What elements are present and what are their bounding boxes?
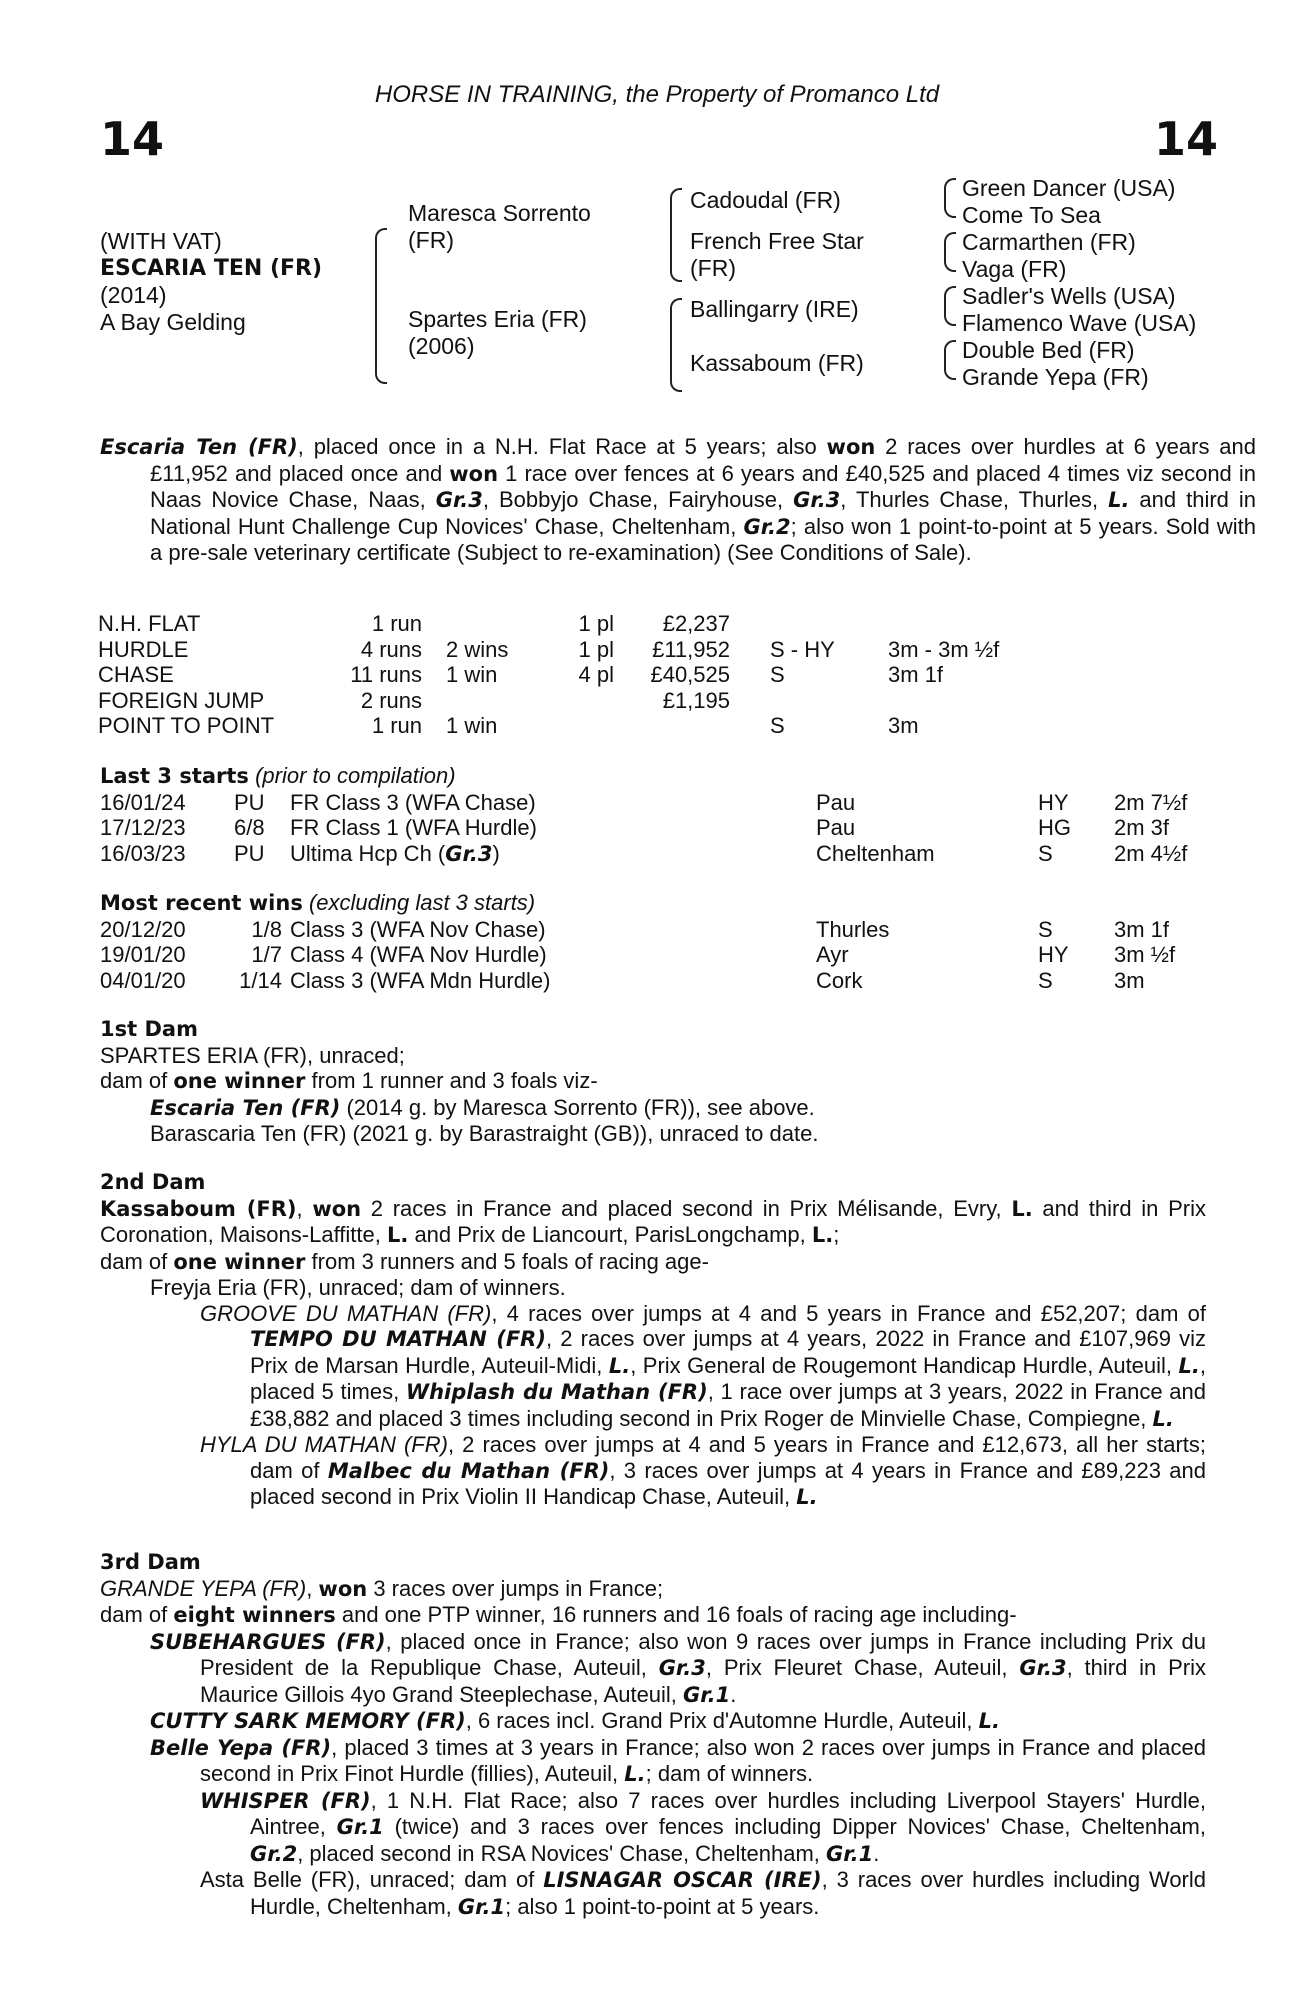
run-race <box>290 790 816 816</box>
grade-label: L. <box>1178 1353 1200 1378</box>
stat-wins: 1 win <box>446 713 498 738</box>
stat-runs: 1 run <box>371 713 422 738</box>
stat-going: S <box>770 713 785 738</box>
stat-type: CHASE <box>98 662 174 687</box>
horse-description: A Bay Gelding <box>100 309 246 335</box>
race-record-row <box>98 637 1048 663</box>
run-date: 16/03/23 <box>100 841 186 866</box>
win-race: Class 4 (WFA Nov Hurdle) <box>290 942 547 967</box>
stat-pl: 4 pl <box>578 662 614 687</box>
first-dam-section <box>100 1017 1206 1147</box>
grade-label: L. <box>386 1223 409 1247</box>
stat-prize: £11,952 <box>652 636 730 662</box>
bold-text: one winner <box>173 1249 306 1274</box>
offspring-name: Malbec du Mathan (FR) <box>327 1458 610 1483</box>
sire-dam-line-1: French Free Star <box>690 228 864 254</box>
text: dam of <box>100 1248 174 1274</box>
recent-win-row <box>100 942 1214 968</box>
win-race: Class 3 (WFA Mdn Hurdle) <box>290 967 551 993</box>
win-date: 19/01/20 <box>100 942 186 967</box>
summary-text: 2 races over hurdles at 6 years and £11,952 and placed once and <box>150 434 1256 486</box>
run-pos: 6/8 <box>234 815 265 840</box>
stat-runs: 2 runs <box>360 687 422 713</box>
text: (2014 g. by Maresca Sorrento (FR)), see above. <box>340 1094 815 1120</box>
third-dam-offspring-cutty <box>150 1708 1206 1735</box>
stat-type: POINT TO POINT <box>98 713 275 738</box>
stat-prize <box>614 713 730 739</box>
stat-runs: 1 run <box>371 611 422 636</box>
stat-going <box>770 688 888 714</box>
summary-text: , placed once in a N.H. Flat Race at 5 years; also <box>297 434 827 459</box>
grandoffspring-whisper <box>200 1788 1206 1868</box>
recent-wins-note: (excluding last 3 starts) <box>308 890 536 915</box>
pedigree-brace-gg4 <box>944 340 956 380</box>
dam-sire: Ballingarry (IRE) <box>690 296 859 322</box>
text: (twice) and 3 races over fences including Dipper Novices' Chase, Cheltenham, <box>383 1814 1206 1839</box>
stat-wins: 2 wins <box>446 636 509 662</box>
offspring-name: SUBEHARGUES (FR) <box>150 1629 386 1654</box>
text: . <box>873 1840 880 1866</box>
pedigree-horse <box>100 228 322 336</box>
text: 2 races in France and placed second in Prix Mélisande, Evry, <box>361 1195 1012 1221</box>
win-date: 04/01/20 <box>100 967 186 993</box>
second-dam-line <box>100 1196 1206 1249</box>
bold-text: won <box>312 1196 362 1221</box>
text: and one PTP winner, 16 runners and 16 foals of racing age including- <box>335 1602 1017 1627</box>
grandoffspring-groove <box>200 1301 1206 1433</box>
spacer <box>730 662 770 688</box>
win-going: S <box>1038 916 1053 942</box>
text: ; <box>833 1222 840 1247</box>
win-going: HY <box>1038 942 1069 967</box>
spacer <box>730 713 770 739</box>
pedigree-brace-main <box>375 228 387 384</box>
run-pos: PU <box>234 789 265 815</box>
grade-label: L. <box>1108 488 1130 512</box>
third-dam-section <box>100 1550 1206 1920</box>
ggs-1: Green Dancer (USA) <box>962 175 1176 201</box>
text: , 3 races over jumps at 4 years in France and £89,223 and placed second in Prix Violin II Handicap Chase, Auteuil, <box>250 1457 1207 1509</box>
text: , Prix General de Rougemont Handicap Hurdle, Auteuil, <box>630 1352 1179 1378</box>
race-record-row <box>98 662 1048 688</box>
spacer <box>730 688 770 714</box>
stat-runs: 11 runs <box>350 662 422 687</box>
lot-number-left: 14 <box>100 112 165 166</box>
offspring-name: TEMPO DU MATHAN (FR) <box>250 1327 546 1351</box>
vat-label: (WITH VAT) <box>100 228 222 254</box>
grade-label: Gr.3 <box>435 488 483 512</box>
third-dam-heading: 3rd Dam <box>100 1550 201 1574</box>
text: , <box>306 1575 319 1601</box>
third-dam-offspring-subehargues <box>150 1629 1206 1709</box>
ggs-8: Grande Yepa (FR) <box>962 364 1149 390</box>
bold-text: eight winners <box>173 1603 336 1627</box>
grade-label: L. <box>608 1353 631 1378</box>
grade-label: Gr.1 <box>457 1894 506 1919</box>
text: , 3 races over hurdles including World Hurdle, Cheltenham, <box>250 1867 1207 1919</box>
run-race <box>290 841 816 868</box>
first-dam-line: SPARTES ERIA (FR), unraced; <box>100 1042 405 1068</box>
text: from 1 runner and 3 foals viz- <box>305 1068 598 1093</box>
stat-type: FOREIGN JUMP <box>98 687 265 713</box>
run-dist: 2m 3f <box>1114 815 1170 840</box>
run-dist: 2m 4½f <box>1114 841 1188 866</box>
stat-going: S <box>770 662 785 687</box>
grade-label: Gr.3 <box>1019 1656 1067 1680</box>
text: . <box>730 1681 737 1707</box>
stat-dist: 3m <box>888 713 919 738</box>
stat-type: N.H. FLAT <box>98 611 201 636</box>
dam-line-2: (2006) <box>408 333 475 359</box>
grade-label: Gr.3 <box>445 841 493 866</box>
text: , 1 race over jumps at 3 years, 2022 in France and £38,882 and placed 3 times including second in Prix Roger de Minvielle Chase, Compiegne, <box>250 1379 1206 1431</box>
grade-label: Gr.3 <box>793 488 841 512</box>
first-dam-produce-line <box>100 1068 1206 1095</box>
pedigree-brace-gg3 <box>944 286 956 326</box>
grade-label: L. <box>796 1485 818 1509</box>
stat-wins <box>422 611 528 637</box>
stat-dist <box>888 611 1048 637</box>
win-pos: 1/7 <box>251 942 282 967</box>
ggs-5: Sadler's Wells (USA) <box>962 283 1176 309</box>
summary-text: ; also won 1 point-to-point at 5 years. Sold with a pre-sale veterinary certificate (Subject to re-examination) (See Conditions of Sale). <box>150 513 1256 565</box>
stat-pl: 1 pl <box>578 636 614 662</box>
text: dam of <box>100 1068 174 1093</box>
first-dam-offspring-2: Barascaria Ten (FR) (2021 g. by Barastraight (GB)), unraced to date. <box>150 1121 819 1146</box>
page-title: HORSE IN TRAINING, the Property of Promanco Ltd <box>374 81 940 108</box>
win-race: Class 3 (WFA Nov Chase) <box>290 916 546 942</box>
offspring-name: Escaria Ten (FR) <box>150 1095 341 1120</box>
stat-wins: 1 win <box>446 662 498 687</box>
grade-label: L. <box>624 1762 646 1786</box>
text: , placed 3 times at 3 years in France; also won 2 races over jumps in France and placed second in Prix Finot Hurdle (fillies), Auteuil, <box>200 1734 1206 1786</box>
stat-type: HURDLE <box>98 636 189 662</box>
stat-runs: 4 runs <box>360 636 422 662</box>
recent-win-row <box>100 968 1214 994</box>
summary-won: won <box>826 435 876 459</box>
last-start-row <box>100 790 1214 816</box>
grandoffspring-hyla <box>200 1432 1206 1511</box>
bold-text: one winner <box>173 1069 306 1093</box>
recent-wins-table <box>100 917 1214 994</box>
last-start-row <box>100 815 1214 841</box>
dam-line-1: Spartes Eria (FR) <box>408 306 587 332</box>
text: ; also 1 point-to-point at 5 years. <box>505 1893 820 1919</box>
win-dist: 3m ½f <box>1114 942 1176 967</box>
stat-dist: 3m - 3m ½f <box>888 636 1000 662</box>
stat-prize: £1,195 <box>662 687 730 713</box>
run-going: S <box>1038 841 1053 866</box>
grade-label: L. <box>1011 1196 1033 1221</box>
stat-wins <box>422 688 528 714</box>
summary-text: 1 race over fences at 6 years and £40,525 and placed 4 times viz second in Naas Novice Chase, Naas, <box>150 460 1256 512</box>
offspring-name: CUTTY SARK MEMORY (FR) <box>150 1709 466 1733</box>
pedigree-brace-gg2 <box>944 232 956 272</box>
sire-dam <box>690 228 864 282</box>
offspring-name: WHISPER (FR) <box>200 1788 371 1813</box>
grade-label: L. <box>1152 1406 1174 1431</box>
pedigree-sire <box>408 200 638 254</box>
text: 3 races over jumps in France; <box>367 1575 664 1601</box>
spacer <box>730 611 770 637</box>
win-course: Cork <box>816 967 863 993</box>
run-race <box>290 815 816 841</box>
text: , 2 races over jumps at 4 years, 2022 in France and £107,969 viz Prix de Marsan Hurdle, Auteuil-Midi, <box>250 1326 1207 1378</box>
stat-prize: £2,237 <box>662 611 730 636</box>
stat-going <box>770 611 888 637</box>
win-pos: 1/8 <box>251 916 282 942</box>
horse-name: ESCARIA TEN (FR) <box>100 256 323 281</box>
bold-text: won <box>318 1576 368 1601</box>
great-grandparents <box>962 175 1196 391</box>
third-dam-line <box>100 1576 1206 1603</box>
win-going: S <box>1038 967 1053 993</box>
stat-going: S - HY <box>770 636 835 662</box>
text: from 3 runners and 5 foals of racing age- <box>305 1248 709 1274</box>
race-record-table <box>98 611 1048 739</box>
sire-line-2: (FR) <box>408 227 454 253</box>
spacer <box>730 637 770 663</box>
text: Asta Belle (FR), unraced; dam of <box>200 1867 544 1892</box>
second-dam-section <box>100 1170 1206 1511</box>
second-dam-produce-line <box>100 1249 1206 1276</box>
last-3-note: (prior to compilation) <box>255 763 456 788</box>
stat-dist: 3m 1f <box>888 662 944 687</box>
race-record-row <box>98 713 1048 739</box>
sire-line-1: Maresca Sorrento <box>408 200 591 226</box>
win-dist: 3m <box>1114 967 1145 993</box>
first-dam-offspring-1 <box>100 1095 1206 1122</box>
text: , 1 N.H. Flat Race; also 7 races over hurdles including Liverpool Stayers' Hurdle, Aintree, <box>250 1787 1206 1839</box>
second-dam-heading: 2nd Dam <box>100 1170 206 1194</box>
text: , placed once in France; also won 9 races over jumps in France including Prix du President de la Republique Chase, Auteuil, <box>200 1628 1207 1680</box>
text: , Prix Fleuret Chase, Auteuil, <box>705 1655 1020 1680</box>
offspring-name: GROOVE DU MATHAN (FR) <box>200 1300 492 1326</box>
grade-label: Gr.2 <box>743 514 791 539</box>
race-name: FR Class 1 (WFA Hurdle) <box>290 815 537 840</box>
race-record-row <box>98 611 1048 637</box>
win-course: Ayr <box>816 942 849 967</box>
run-date: 17/12/23 <box>100 815 186 840</box>
sire-dam-line-2: (FR) <box>690 255 736 281</box>
text: , 4 races over jumps at 4 and 5 years in France and £52,207; dam of <box>491 1300 1206 1326</box>
offspring-name: HYLA DU MATHAN (FR) <box>200 1432 448 1457</box>
text: ; dam of winners. <box>645 1761 814 1786</box>
race-name: Ultima Hcp Ch ( <box>290 840 446 866</box>
ggs-6: Flamenco Wave (USA) <box>962 310 1197 336</box>
run-course: Pau <box>816 789 856 815</box>
first-dam-heading: 1st Dam <box>100 1017 198 1041</box>
summary-text: , Bobbyjo Chase, Fairyhouse, <box>482 487 794 512</box>
win-dist: 3m 1f <box>1114 916 1170 942</box>
recent-win-row <box>100 917 1214 943</box>
pedigree-dam <box>408 306 638 360</box>
offspring-name: LISNAGAR OSCAR (IRE) <box>543 1868 822 1892</box>
last-start-row <box>100 841 1214 868</box>
offspring-name: Whiplash du Mathan (FR) <box>405 1380 708 1404</box>
run-dist: 2m 7½f <box>1114 789 1188 815</box>
text: , placed 5 times, <box>250 1352 1206 1404</box>
grade-label: Gr.1 <box>826 1841 874 1866</box>
ggs-7: Double Bed (FR) <box>962 337 1135 363</box>
ggs-4: Vaga (FR) <box>962 256 1067 282</box>
dam-name: Kassaboum (FR) <box>100 1196 297 1221</box>
race-name-end: ) <box>492 840 500 866</box>
pedigree-brace-dam <box>670 298 682 392</box>
run-going: HG <box>1038 815 1071 840</box>
text: , 2 races over jumps at 4 and 5 years in France and £12,673, all her starts; dam of <box>250 1432 1207 1483</box>
sire-sire: Cadoudal (FR) <box>690 187 841 213</box>
win-pos: 1/14 <box>239 967 282 993</box>
third-dam-offspring-belle <box>150 1735 1206 1788</box>
most-recent-wins <box>100 890 1214 993</box>
run-pos: PU <box>234 841 265 866</box>
dam-dam: Kassaboum (FR) <box>690 350 864 376</box>
run-going: HY <box>1038 789 1069 815</box>
ggs-3: Carmarthen (FR) <box>962 229 1136 255</box>
text: , 6 races incl. Grand Prix d'Automne Hurdle, Auteuil, <box>465 1708 979 1733</box>
win-date: 20/12/20 <box>100 916 186 942</box>
last-3-starts <box>100 763 1214 867</box>
text: and Prix de Liancourt, ParisLongchamp, <box>408 1222 812 1247</box>
stat-pl: 1 pl <box>578 611 614 636</box>
text: , third in Prix Maurice Gillois 4yo Grand Steeplechase, Auteuil, <box>200 1655 1206 1707</box>
stat-prize: £40,525 <box>650 662 730 687</box>
recent-wins-heading: Most recent wins <box>100 891 303 915</box>
second-dam-offspring-1: Freyja Eria (FR), unraced; dam of winners. <box>150 1275 566 1300</box>
text: , <box>296 1195 313 1221</box>
stat-pl <box>528 688 614 714</box>
last-3-table <box>100 790 1214 868</box>
stat-pl <box>528 713 614 739</box>
grade-label: Gr.1 <box>336 1815 384 1839</box>
race-record-row <box>98 688 1048 714</box>
summary-won: won <box>449 461 499 486</box>
grade-label: L. <box>978 1709 1000 1733</box>
win-course: Thurles <box>816 916 890 942</box>
run-date: 16/01/24 <box>100 789 186 815</box>
grade-label: Gr.2 <box>250 1841 298 1866</box>
ggs-2: Come To Sea <box>962 202 1101 228</box>
last-3-heading: Last 3 starts <box>100 764 249 788</box>
pedigree-brace-gg1 <box>944 178 956 218</box>
summary-text: , Thurles Chase, Thurles, <box>840 487 1109 512</box>
horse-summary <box>100 434 1256 566</box>
text: , placed second in RSA Novices' Chase, Cheltenham, <box>297 1840 827 1866</box>
grade-label: Gr.1 <box>683 1682 731 1707</box>
run-course: Cheltenham <box>816 841 935 866</box>
third-dam-produce-line <box>100 1602 1206 1629</box>
text: dam of <box>100 1602 174 1627</box>
grade-label: Gr.3 <box>658 1656 706 1680</box>
race-name: FR Class 3 (WFA Chase) <box>290 789 536 815</box>
offspring-name: Belle Yepa (FR) <box>150 1735 332 1760</box>
grade-label: L. <box>811 1223 834 1247</box>
pedigree-brace-sire <box>670 188 682 282</box>
summary-horse-name: Escaria Ten (FR) <box>100 435 298 459</box>
summary-text: and third in National Hunt Challenge Cup Novices' Chase, Cheltenham, <box>150 487 1257 539</box>
dam-name: GRANDE YEPA (FR) <box>100 1575 307 1601</box>
text: and third in Prix Coronation, Maisons-Laffitte, <box>100 1195 1206 1247</box>
stat-dist <box>888 688 1048 714</box>
lot-number-right: 14 <box>1153 112 1218 166</box>
run-course: Pau <box>816 815 856 840</box>
horse-year: (2014) <box>100 282 167 308</box>
grandoffspring-asta <box>200 1867 1206 1920</box>
